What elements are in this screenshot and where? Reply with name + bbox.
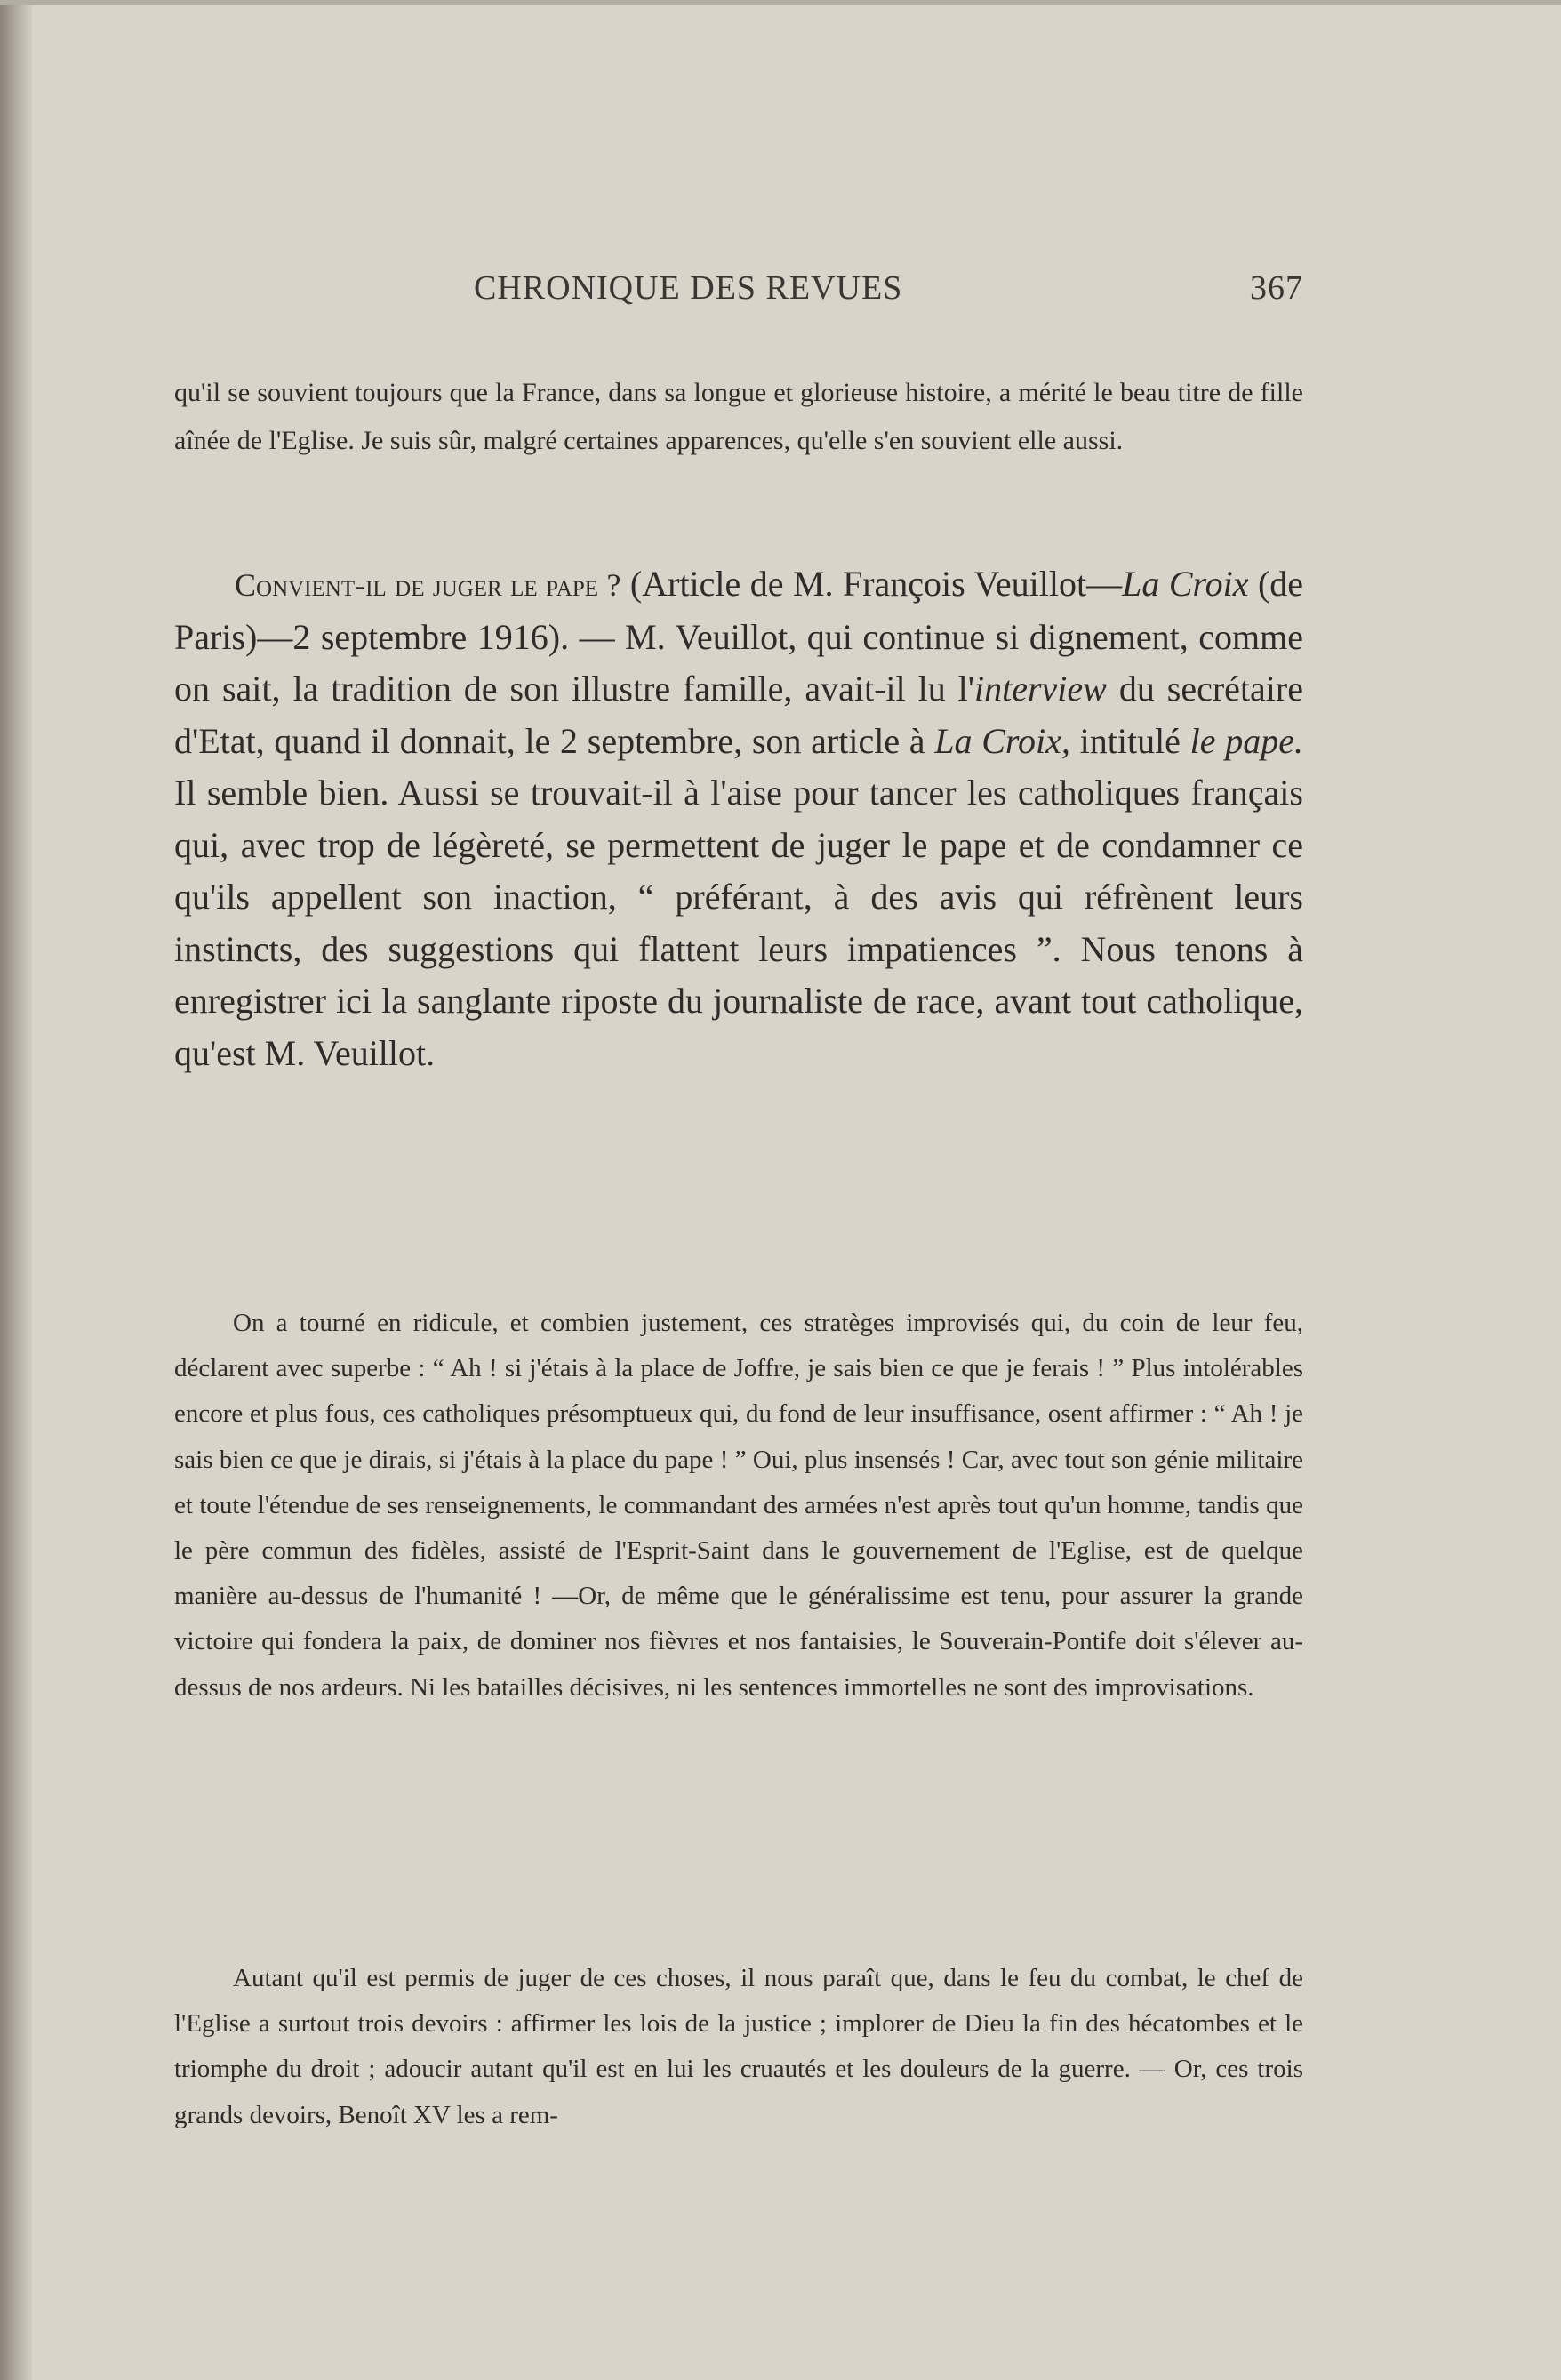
article-text-2: (de Paris)—2 septembre 1916). — M. Veuillot, qui continue si dignement, comme on sait, la tradition de son illustre famille, avait-il lu l' bbox=[174, 564, 1304, 709]
intro-paragraph bbox=[174, 369, 1303, 465]
article-text-5: Il semble bien. Aussi se trouvait-il à l'aise pour tancer les catholiques français qui, avec trop de légèreté, se permettent de juger le pape et de condamner ce qu'ils appellent son inaction, “ préférant, à des avis qui réfrènent leurs instincts, des suggestions qui flattent leurs impatiences ”. Nous tenons à enregistrer ici la sanglante riposte du journaliste de race, avant tout catholique, qu'est M. Veuillot. bbox=[174, 773, 1303, 1073]
article-title: le pape. bbox=[1189, 720, 1303, 761]
article-text-1: (Article de M. François Veuillot— bbox=[620, 564, 1123, 604]
quoted-paragraph-1 bbox=[174, 1301, 1303, 1711]
page-top-edge bbox=[0, 0, 1561, 5]
running-header bbox=[174, 268, 1303, 313]
quoted-paragraph-1-text: On a tourné en ridicule, et combien justement, ces stratèges improvisés qui, du coin de leur feu, déclarent avec superbe : “ Ah ! si j'étais à la place de Joffre, je sais bien ce que je ferais ! ” Plus intolérables encore et plus fous, ces catholiques présomptueux qui, du fond de leur insuffisance, osent affirmer : “ Ah ! je sais bien ce que je dirais, si j'étais à la place du pape ! ” Oui, plus insensés ! Car, avec tout son génie militaire et toute l'étendue de ses renseignements, le commandant des armées n'est après tout qu'un homme, tandis que le père commun des fidèles, assisté de l'Esprit-Saint dans le gouvernement de l'Eglise, est de quelque manière au-dessus de l'humanité ! —Or, de même que le généralissime est tenu, pour assurer la grande victoire qui fondera la paix, de dominer nos fièvres et nos fantaisies, le Souverain-Pontife doit s'élever au-dessus de nos ardeurs. Ni les batailles décisives, ni les sentences immortelles ne sont des improvisations. bbox=[174, 1309, 1303, 1702]
page-gutter-shadow bbox=[0, 0, 32, 2380]
article-text-3: du secrétaire d'Etat, quand il donnait, le 2 septembre, son article à bbox=[174, 669, 1303, 761]
intro-paragraph-text: qu'il se souvient toujours que la France, dans sa longue et glorieuse histoire, a mérité le beau titre de fille aînée de l'Eglise. Je suis sûr, malgré certaines apparences, qu'elle s'en souvient elle aussi. bbox=[174, 378, 1303, 455]
page-number: 367 bbox=[1250, 269, 1303, 307]
quoted-paragraph-2-text: Autant qu'il est permis de juger de ces choses, il nous paraît que, dans le feu du combat, le chef de l'Eglise a surtout trois devoirs : affirmer les lois de la justice ; implorer de Dieu la fin des hécatombes et le triomphe du droit ; adoucir autant qu'il est en lui les cruautés et les douleurs de la guerre. — Or, ces trois grands devoirs, Benoît XV les a rem- bbox=[174, 1964, 1303, 2129]
journal-name-2: La Croix, bbox=[934, 720, 1070, 761]
interview-word: interview bbox=[974, 669, 1107, 709]
journal-name: La Croix bbox=[1122, 564, 1249, 604]
article-text-4: intitulé bbox=[1069, 720, 1190, 761]
article-paragraph bbox=[174, 558, 1303, 1079]
quoted-paragraph-2 bbox=[174, 1956, 1303, 2138]
running-header-title: CHRONIQUE DES REVUES bbox=[474, 269, 903, 307]
article-heading: Convient-il de juger le pape ? bbox=[235, 567, 621, 603]
